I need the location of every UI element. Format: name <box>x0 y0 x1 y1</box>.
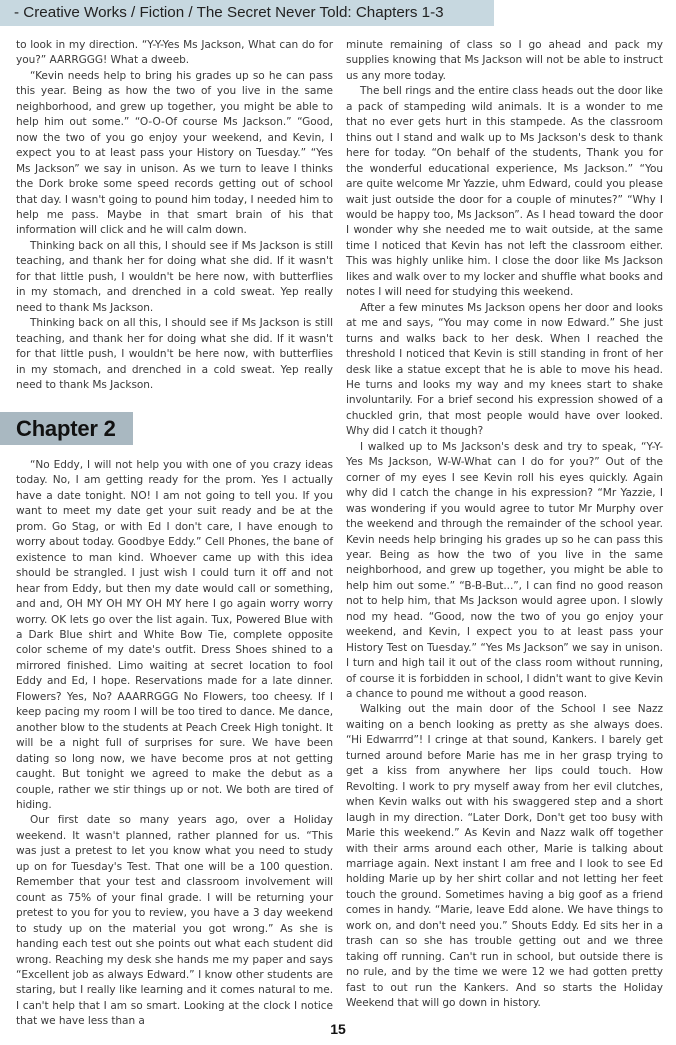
breadcrumb: - Creative Works / Fiction / The Secret Never Told: Chapters 1-3 <box>14 4 444 21</box>
paragraph: After a few minutes Ms Jackson opens her door and looks at me and says, “You may come in now Edward.” She just turns and walks back to her desk. When I reached the threshold I noticed that Kevin is still standing in front of her desk like a statue except that he is able to move his head. He turns and looks my way and my knees start to shake involuntarily. For a brief second his expression showed of a chuckled grin, that most people would have over looked. Why did I catch it though? <box>346 301 663 438</box>
paragraph: Walking out the main door of the School I see Nazz waiting on a bench looking as pretty as she always does. “Hi Edwarrrd”! I cringe at that sound, Kankers. I barely get turned around before Marie has me in her grasp trying to get a kiss from anywhere her lips could touch. How Revolting. I work to pry myself away from her evil clutches, when Kevin walks out with his swaggered step and a short laugh in my direction. “Later Dork, Don't get too busy with Marie this weekend.” As Kevin and Nazz walk off together with their arms around each other, Marie is talking about marriage again. Next instant I am free and I look to see Ed holding Marie up by her shirt collar and not letting her feet touch the ground. Sometimes having a big goof as a friend comes in handy. “Marie, leave Edd alone. We have things to work on, and don't need you.” Shouts Eddy. Ed sits her in a trash can so she has trouble getting out and we three taking off running. Can't run in school, but outside there is no rule, and by the time we were 12 we had gotten pretty fast to out run the Kankers. And so starts the Holiday Weekend that will go down in history. <box>346 703 663 1010</box>
paragraph: minute remaining of class so I go ahead and pack my supplies knowing that Ms Jackson will not be able to instruct us any more today. <box>346 39 663 82</box>
right-column <box>346 38 663 1012</box>
paragraph: I walked up to Ms Jackson's desk and try to speak, “Y-Y-Yes Ms Jackson, W-W-What can I do for you?” Out of the corner of my eyes I see Kevin roll his eyes quickly. Again why did I catch the change in his expression? “Mr Yazzie, I was wondering if you would agree to tutor Mr Murphy over the weekend and through the remainder of the school year. Kevin needs help bringing his grades up so he can pass this year. Being as how the two of you live in the same neighborhood, and grew up together, you might be able to help him out some.” “B-B-But...”, I can find no good reason not to help him, that Ms Jackson would agree upon. I slowly nod my head. “Good, now the two of you go enjoy your weekend, and Kevin, I expect you to at least pass your History Test on Tuesday.” “Yes Ms Jackson” we say in unison. I turn and high tail it out of the class room without running, of course it is forbidden in school, I didn't want to give Kevin a chance to pound me without a good reason. <box>346 440 663 701</box>
paragraph: to look in my direction. “Y-Y-Yes Ms Jackson, What can do for you?” AARRGGG! What a dweeb. <box>16 39 333 67</box>
paragraph: Thinking back on all this, I should see if Ms Jackson is still teaching, and thank her for doing what she did. If it wasn't for that little push, I wouldn't be here now, with butterflies in my stomach, and drenched in a cold sweat. Yep really need to thank Ms Jackson. <box>16 317 333 391</box>
paragraph: “No Eddy, I will not help you with one of you crazy ideas today. No, I am getting ready for the prom. Yes I actually have a date tonight. NO! I am not going to tell you. If you want to meet my date get your suit ready and be at the prom. Go Stag, or with Ed I don't care, I have enough to worry about today. Goodbye Eddy.” Cell Phones, the bane of existence to man kind. Whoever came up with this idea should be strangled. I just wish I could turn it off and not hear from Eddy, but then my date would call or something, and and, OH MY OH MY OH MY here I go again worry worry worry. OK lets go over the list again. Tux, Powered Blue with a Dark Blue shirt and White Bow Tie, complete opposite color scheme of my date's outfit. Dress Shoes shined to a mirrored finished. Limo waiting at secret location to fool Eddy and Ed, I hope. Reservations made for a late dinner. Flowers? Yes, No? AAARRGGG No Flowers, too cheesy. If I keep pacing my room I will be too tired to dance. Me dance, another blow to the students at Peach Creek High tonight. It will be a night full of surprises for sure. We have been dating so long now, we have become pros at not getting caught. But tonight we agreed to make the debut as a couple, rather we stir things up or not. We both are tired of hiding. <box>16 459 333 811</box>
paragraph: The bell rings and the entire class heads out the door like a pack of stampeding wild animals. It is a wonder to me that no ever gets hurt in this stampede. As the classroom thins out I stand and walk up to Ms Jackson's desk to thank here for today. “On behalf of the students, Thank you for the wonderful educational experience, Ms Jackson.” “You are quite welcome Mr Yazzie, uhm Edward, could you please wait just outside the door for a couple of minutes?” “Why I would be happy too, Ms Jackson”. As I head toward the door I wonder why she needed me to wait outside, at the same time I noticed that Kevin has not left the classroom either. This was highly unlike him. I close the door like Ms Jackson likes and walk over to my locker and shuffle what books and notes I will need for studying this weekend. <box>346 85 663 299</box>
breadcrumb-banner <box>0 0 494 26</box>
chapter-heading <box>0 412 133 445</box>
chapter-title: Chapter 2 <box>16 416 116 441</box>
left-column-top <box>16 38 333 393</box>
paragraph: Thinking back on all this, I should see if Ms Jackson is still teaching, and thank her for doing what she did. If it wasn't for that little push, I wouldn't be here now, with butterflies in my stomach, and drenched in a cold sweat. Yep really need to thank Ms Jackson. <box>16 239 333 314</box>
page-number: 15 <box>330 1021 346 1037</box>
left-column-bottom <box>16 458 333 1030</box>
paragraph: “Kevin needs help to bring his grades up so he can pass this year. Being as how the two of you live in the same neighborhood, and grew up together, you might be able to help him out some.” “O-O-Of course Ms Jackson.” “Good, now the two of you go enjoy your weekend, and Kevin, I expect you to at least pass your History on Tuesday.” “Yes Ms Jackson” we say in unison. As we turn to leave I thinks the Dork broke some speed records getting out of school that day. I wasn't going to pound him today, I needed him to help me pass. Maybe in that smart brain of his that information will click and he will calm down. <box>16 69 333 237</box>
paragraph: Our first date so many years ago, over a Holiday weekend. It wasn't planned, rather planned for us. “This was just a pretest to let you know what you need to study up on for Tuesday's Test. That one will be a 100 question. Remember that your test and classroom involvement will count as 75% of your final grade. I will be returning your pretest to you for you to review, you have a 3 day weekend to study up on the material you got wrong.” As she is handing each test out she points out what each student did wrong. Reaching my desk she hands me my paper and says “Excellent job as always Edward.” I know other students are staring, but I really like learning and it comes natural to me. I can't help that I am so smart. Looking at the clock I notice that we have less than a <box>16 814 333 1028</box>
